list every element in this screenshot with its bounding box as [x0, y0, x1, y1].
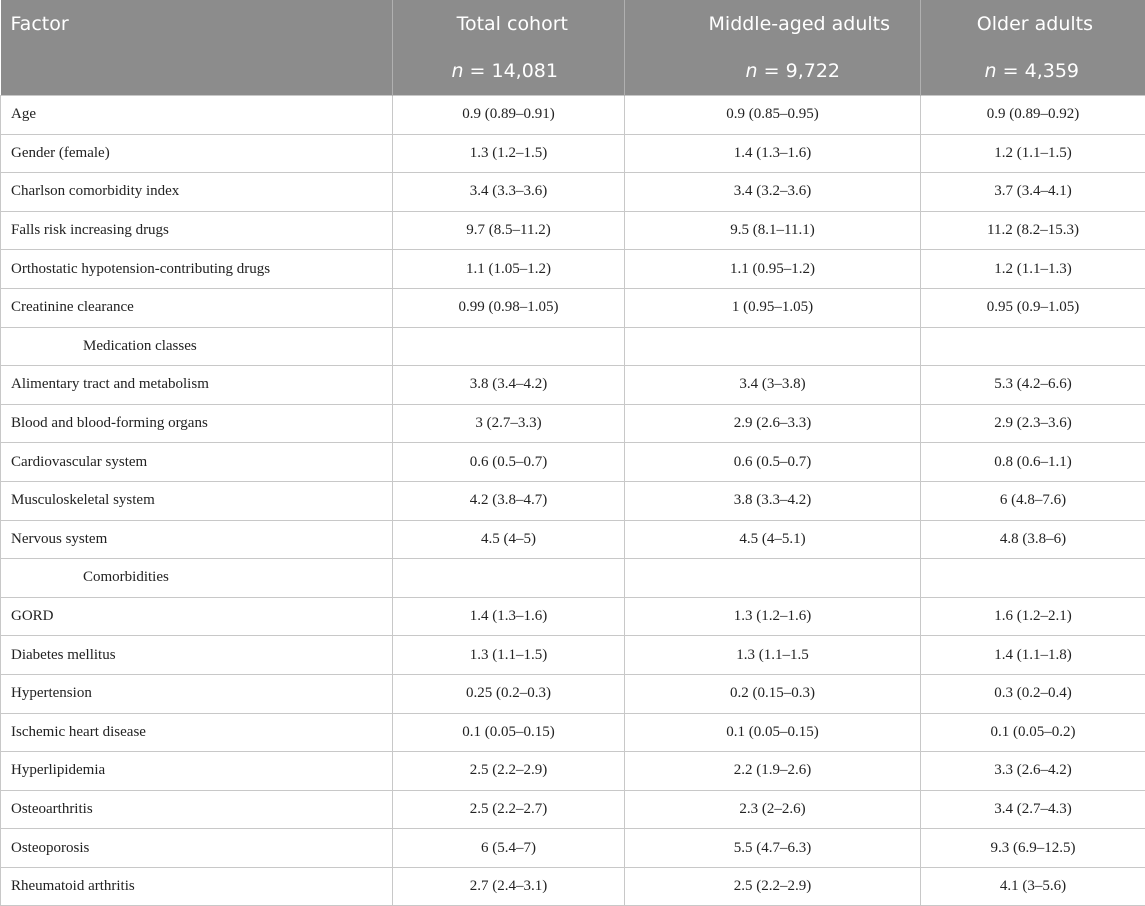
table-body [1, 96, 1145, 906]
cell-middle-aged [625, 327, 921, 366]
row-label: Rheumatoid arthritis [1, 867, 393, 906]
cell-total-cohort: 1.1 (1.05–1.2) [393, 250, 625, 289]
cell-middle-aged: 0.2 (0.15–0.3) [625, 674, 921, 713]
table-row [1, 211, 1145, 250]
cell-total-cohort: 0.1 (0.05–0.15) [393, 713, 625, 752]
row-label: Ischemic heart disease [1, 713, 393, 752]
n-symbol: n [985, 60, 997, 82]
cell-older-adults: 3.3 (2.6–4.2) [921, 752, 1145, 791]
cell-total-cohort: 0.99 (0.98–1.05) [393, 288, 625, 327]
cell-middle-aged: 0.1 (0.05–0.15) [625, 713, 921, 752]
row-label: Blood and blood-forming organs [1, 404, 393, 443]
table-row [1, 713, 1145, 752]
cell-middle-aged: 3.4 (3–3.8) [625, 366, 921, 405]
cell-older-adults: 1.4 (1.1–1.8) [921, 636, 1145, 675]
cell-older-adults: 9.3 (6.9–12.5) [921, 829, 1145, 868]
header-empty-cell [1, 47, 393, 96]
row-label: Age [1, 96, 393, 135]
table-row [1, 636, 1145, 675]
cell-middle-aged: 3.8 (3.3–4.2) [625, 481, 921, 520]
cell-middle-aged [625, 559, 921, 598]
cell-older-adults: 4.1 (3–5.6) [921, 867, 1145, 906]
cell-total-cohort: 0.6 (0.5–0.7) [393, 443, 625, 482]
cell-older-adults: 3.4 (2.7–4.3) [921, 790, 1145, 829]
cell-total-cohort: 1.3 (1.2–1.5) [393, 134, 625, 173]
row-label: Hypertension [1, 674, 393, 713]
cell-older-adults: 1.2 (1.1–1.5) [921, 134, 1145, 173]
row-label: Charlson comorbidity index [1, 173, 393, 212]
cell-middle-aged: 2.3 (2–2.6) [625, 790, 921, 829]
cell-middle-aged: 9.5 (8.1–11.1) [625, 211, 921, 250]
cell-older-adults: 0.3 (0.2–0.4) [921, 674, 1145, 713]
section-row [1, 559, 1145, 598]
cell-older-adults: 11.2 (8.2–15.3) [921, 211, 1145, 250]
table-row [1, 867, 1145, 906]
cell-total-cohort: 1.4 (1.3–1.6) [393, 597, 625, 636]
cell-middle-aged: 0.6 (0.5–0.7) [625, 443, 921, 482]
row-label: Cardiovascular system [1, 443, 393, 482]
cell-total-cohort: 2.5 (2.2–2.7) [393, 790, 625, 829]
header-total-cohort: Total cohort [393, 0, 625, 47]
header-n-total [393, 47, 625, 96]
row-label: Osteoporosis [1, 829, 393, 868]
cell-total-cohort: 3 (2.7–3.3) [393, 404, 625, 443]
row-label: Hyperlipidemia [1, 752, 393, 791]
n-symbol: n [746, 60, 758, 82]
table-row [1, 481, 1145, 520]
cell-older-adults: 5.3 (4.2–6.6) [921, 366, 1145, 405]
header-n-middle [625, 47, 921, 96]
cell-older-adults: 0.9 (0.89–0.92) [921, 96, 1145, 135]
row-label: Comorbidities [1, 559, 393, 598]
cell-middle-aged: 2.5 (2.2–2.9) [625, 867, 921, 906]
cell-older-adults [921, 327, 1145, 366]
row-label: Gender (female) [1, 134, 393, 173]
row-label: Falls risk increasing drugs [1, 211, 393, 250]
cell-older-adults: 0.1 (0.05–0.2) [921, 713, 1145, 752]
cell-total-cohort: 0.25 (0.2–0.3) [393, 674, 625, 713]
cell-older-adults: 4.8 (3.8–6) [921, 520, 1145, 559]
table-row [1, 96, 1145, 135]
row-label: Musculoskeletal system [1, 481, 393, 520]
row-label: Nervous system [1, 520, 393, 559]
n-total-value: = 14,081 [470, 60, 558, 82]
cell-total-cohort: 4.2 (3.8–4.7) [393, 481, 625, 520]
cell-total-cohort: 1.3 (1.1–1.5) [393, 636, 625, 675]
n-older-value: = 4,359 [1003, 60, 1079, 82]
cell-middle-aged: 0.9 (0.85–0.95) [625, 96, 921, 135]
table-row [1, 752, 1145, 791]
cell-older-adults: 1.2 (1.1–1.3) [921, 250, 1145, 289]
cell-older-adults: 2.9 (2.3–3.6) [921, 404, 1145, 443]
table-row [1, 134, 1145, 173]
header-n-row [1, 47, 1145, 96]
cell-middle-aged: 1.3 (1.1–1.5 [625, 636, 921, 675]
section-row [1, 327, 1145, 366]
row-label: Diabetes mellitus [1, 636, 393, 675]
row-label: Alimentary tract and metabolism [1, 366, 393, 405]
header-factor: Factor [1, 0, 393, 47]
table-row [1, 250, 1145, 289]
row-label: Orthostatic hypotension-contributing drugs [1, 250, 393, 289]
cell-middle-aged: 1 (0.95–1.05) [625, 288, 921, 327]
cell-older-adults: 3.7 (3.4–4.1) [921, 173, 1145, 212]
cell-total-cohort: 0.9 (0.89–0.91) [393, 96, 625, 135]
cell-middle-aged: 3.4 (3.2–3.6) [625, 173, 921, 212]
table-row [1, 597, 1145, 636]
row-label: Osteoarthritis [1, 790, 393, 829]
cell-older-adults: 0.95 (0.9–1.05) [921, 288, 1145, 327]
table-row [1, 520, 1145, 559]
cell-middle-aged: 1.1 (0.95–1.2) [625, 250, 921, 289]
cell-total-cohort [393, 327, 625, 366]
table-header [1, 0, 1145, 96]
cell-middle-aged: 2.9 (2.6–3.3) [625, 404, 921, 443]
cell-middle-aged: 1.3 (1.2–1.6) [625, 597, 921, 636]
cell-older-adults [921, 559, 1145, 598]
cell-total-cohort: 6 (5.4–7) [393, 829, 625, 868]
header-older-adults: Older adults [921, 0, 1145, 47]
header-n-older [921, 47, 1145, 96]
cell-middle-aged: 5.5 (4.7–6.3) [625, 829, 921, 868]
cell-middle-aged: 4.5 (4–5.1) [625, 520, 921, 559]
table-row [1, 404, 1145, 443]
n-symbol: n [451, 60, 463, 82]
cell-total-cohort: 2.5 (2.2–2.9) [393, 752, 625, 791]
cell-older-adults: 0.8 (0.6–1.1) [921, 443, 1145, 482]
cell-total-cohort: 2.7 (2.4–3.1) [393, 867, 625, 906]
row-label: GORD [1, 597, 393, 636]
row-label: Creatinine clearance [1, 288, 393, 327]
table-row [1, 173, 1145, 212]
table-row [1, 366, 1145, 405]
cell-middle-aged: 1.4 (1.3–1.6) [625, 134, 921, 173]
cell-total-cohort [393, 559, 625, 598]
cell-total-cohort: 3.8 (3.4–4.2) [393, 366, 625, 405]
header-middle-aged: Middle-aged adults [625, 0, 921, 47]
cell-total-cohort: 9.7 (8.5–11.2) [393, 211, 625, 250]
table-row [1, 674, 1145, 713]
table-row [1, 829, 1145, 868]
n-middle-value: = 9,722 [764, 60, 840, 82]
row-label: Medication classes [1, 327, 393, 366]
cell-older-adults: 6 (4.8–7.6) [921, 481, 1145, 520]
table-row [1, 288, 1145, 327]
table-row [1, 790, 1145, 829]
cell-older-adults: 1.6 (1.2–2.1) [921, 597, 1145, 636]
cell-middle-aged: 2.2 (1.9–2.6) [625, 752, 921, 791]
header-row [1, 0, 1145, 47]
table-row [1, 443, 1145, 482]
cell-total-cohort: 3.4 (3.3–3.6) [393, 173, 625, 212]
cell-total-cohort: 4.5 (4–5) [393, 520, 625, 559]
